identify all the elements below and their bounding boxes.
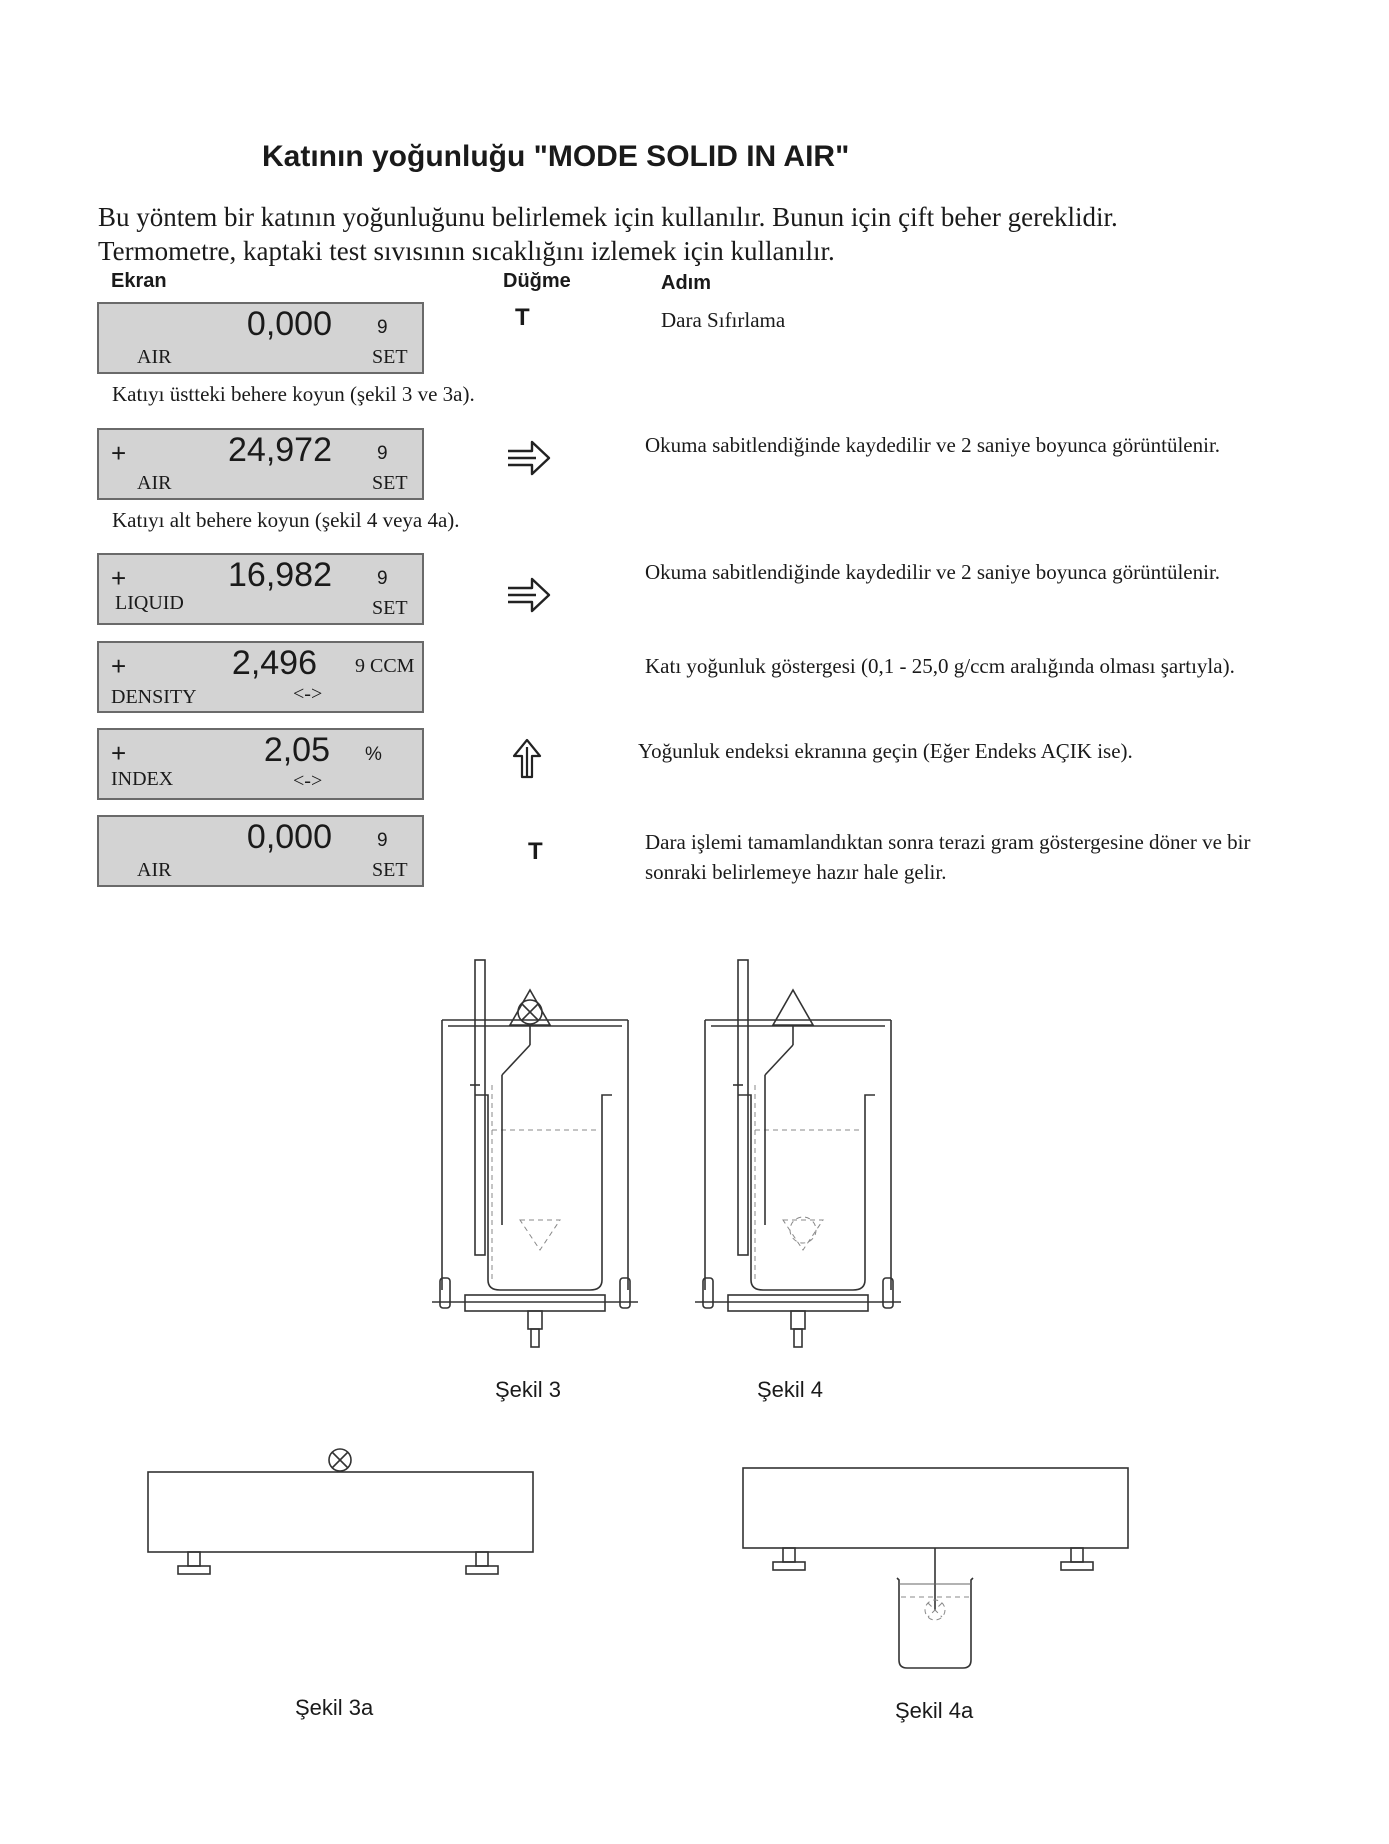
display-value: 0,000 [246,305,332,343]
figure-3a-caption: Şekil 3a [295,1695,374,1720]
figure-4a-caption: Şekil 4a [895,1698,974,1723]
page-title: Katının yoğunluğu "MODE SOLID IN AIR" [262,140,850,173]
instruction-lower-beaker: Katıyı alt behere koyun (şekil 4 veya 4a). [112,508,460,532]
step-text: Dara Sıfırlama [661,308,786,332]
display-nav-arrows: <-> [293,683,323,705]
display-mode: DENSITY [111,686,197,708]
enter-arrow-icon [506,438,552,478]
lcd-display-tare-return [97,815,424,887]
step-text: Yoğunluk endeksi ekranına geçin (Eğer Endeks AÇIK ise). [638,739,1133,763]
column-header-button: Düğme [503,270,571,292]
display-set: SET [372,859,408,881]
figure-4-caption: Şekil 4 [757,1377,824,1402]
display-unit: 9 [377,443,388,464]
display-mode: AIR [137,346,172,368]
figure-4a-lower-beaker [735,1460,1135,1690]
tare-button-label: T [515,304,530,331]
display-value: 16,982 [228,556,332,594]
display-value: 0,000 [246,818,332,856]
display-unit: 9 [377,568,388,589]
step-text: Katı yoğunluk göstergesi (0,1 - 25,0 g/ccm aralığında olması şartıyla). [645,654,1235,678]
lcd-display-air-weight [97,428,424,500]
display-set: SET [372,472,408,494]
instruction-upper-beaker: Katıyı üstteki behere koyun (şekil 3 ve 3a). [112,382,475,406]
display-value: 24,972 [228,431,332,469]
lcd-display-density [97,641,424,713]
display-nav-arrows: <-> [293,770,323,792]
figure-3-density-kit-upper-beaker [430,950,640,1355]
display-sign: + [111,738,127,768]
step-text: Okuma sabitlendiğinde kaydedilir ve 2 saniye boyunca görüntülenir. [645,560,1221,584]
display-unit: 9 [377,317,388,338]
display-sign: + [111,651,127,681]
enter-arrow-icon [506,575,552,615]
column-header-step: Adım [661,272,711,294]
lcd-display-liquid-weight [97,553,424,625]
step-text: Okuma sabitlendiğinde kaydedilir ve 2 saniye boyunca görüntülenir. [645,433,1221,457]
display-value: 2,05 [263,731,330,769]
lcd-display-tare [97,302,424,374]
display-sign: + [111,563,127,593]
display-unit: 9 CCM [355,655,415,677]
display-unit: % [365,744,382,765]
figure-3a-upper-sample-pan [140,1445,540,1575]
display-mode: AIR [137,472,172,494]
display-mode: AIR [137,859,172,881]
display-mode: INDEX [111,768,174,790]
figure-3-caption: Şekil 3 [495,1377,562,1402]
display-value: 2,496 [231,644,317,682]
display-unit: 9 [377,830,388,851]
display-mode: LIQUID [115,592,184,614]
display-set: SET [372,597,408,619]
display-set: SET [372,346,408,368]
intro-paragraph: Bu yöntem bir katının yoğunluğunu belirlemek için kullanılır. Bunun için çift beher gereklidir. Termometre, kaptaki test sıvısının sıcaklığını izlemek için kullanılır. [98,202,1118,266]
display-sign: + [111,438,127,468]
figure-4-density-kit-lower-beaker [693,950,903,1355]
step-text: Dara işlemi tamamlandıktan sonra terazi gram göstergesine döner ve bir sonraki belirlemeye hazır hale gelir. [645,830,1251,884]
column-header-screen: Ekran [111,270,167,292]
up-arrow-icon [512,737,542,779]
lcd-display-index [97,728,424,800]
tare-button-label: T [528,838,543,865]
